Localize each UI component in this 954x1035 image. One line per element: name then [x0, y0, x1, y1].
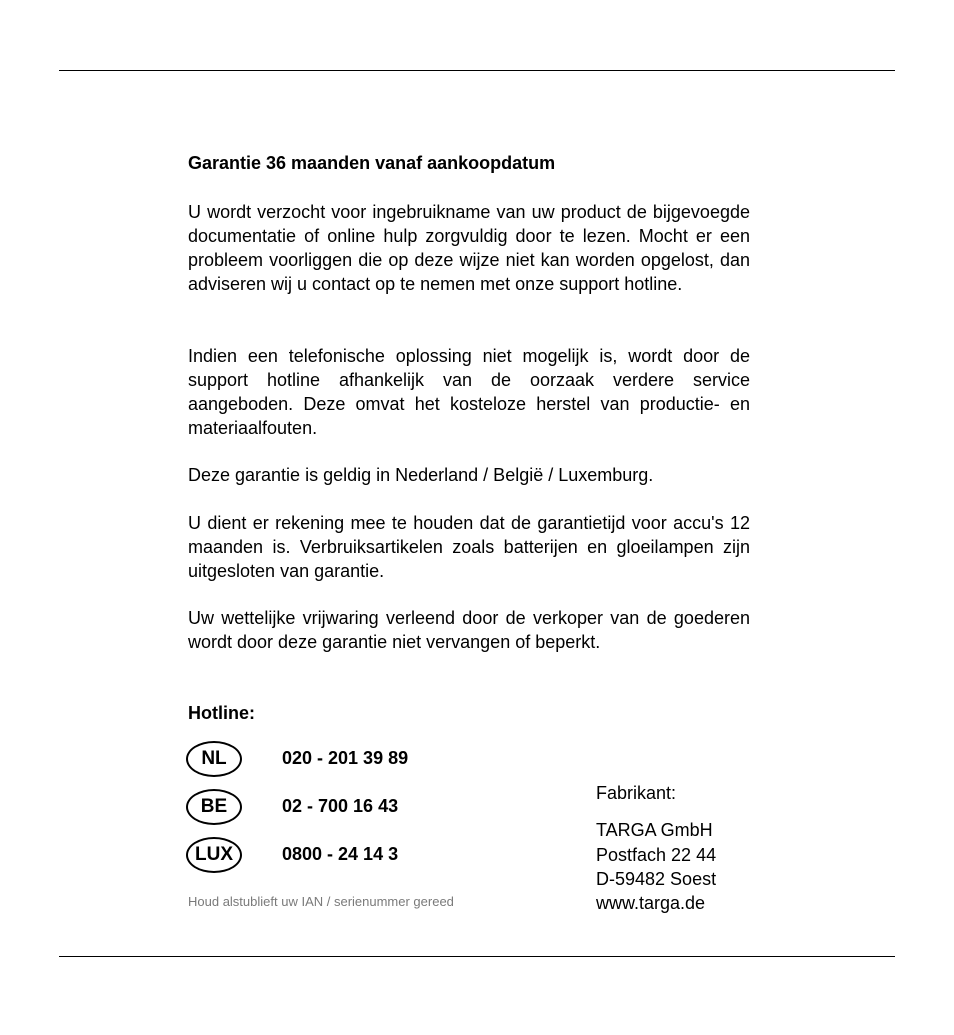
paragraph-battery: U dient er rekening mee te houden dat de garantietijd voor accu's 12 maanden is. Verbruiksartikelen zoals batterijen en gloeilampen zijn uitgesloten van garantie.	[188, 513, 750, 581]
phone-be: 02 - 700 16 43	[282, 796, 399, 816]
country-badge-lux: LUX	[186, 837, 242, 873]
bottom-divider	[59, 956, 895, 957]
paragraph-legal: Uw wettelijke vrijwaring verleend door de verkoper van de goederen wordt door deze garantie niet vervangen of beperkt.	[188, 608, 750, 652]
country-badge-nl: NL	[186, 741, 242, 777]
warranty-title: Garantie 36 maanden vanaf aankoopdatum	[188, 153, 556, 173]
paragraph-instructions: U wordt verzocht voor ingebruikname van uw product de bijgevoegde documentatie of online hulp zorgvuldig door te lezen. Mocht er een probleem voorliggen die op deze wijze niet kan worden opgelost, dan adviseren wij u contact op te nemen met onze support hotline.	[188, 202, 750, 294]
manufacturer-address: Postfach 22 44	[596, 845, 717, 865]
manufacturer-website: www.targa.de	[596, 893, 706, 913]
phone-lux: 0800 - 24 14 3	[282, 844, 399, 864]
top-divider	[59, 70, 895, 71]
country-badge-be: BE	[186, 789, 242, 825]
manufacturer-label: Fabrikant:	[596, 783, 677, 803]
hotline-heading: Hotline:	[188, 703, 255, 723]
manufacturer-city: D-59482 Soest	[596, 869, 717, 889]
serial-number-note: Houd alstublieft uw IAN / serienummer gereed	[188, 894, 454, 909]
paragraph-service: Indien een telefonische oplossing niet mogelijk is, wordt door de support hotline afhankelijk van de oorzaak verdere service aangeboden. Deze omvat het kosteloze herstel van productie- en materiaalfouten.	[188, 346, 750, 438]
paragraph-validity: Deze garantie is geldig in Nederland / België / Luxemburg.	[188, 465, 654, 485]
manufacturer-name: TARGA GmbH	[596, 820, 713, 840]
phone-nl: 020 - 201 39 89	[282, 748, 409, 768]
